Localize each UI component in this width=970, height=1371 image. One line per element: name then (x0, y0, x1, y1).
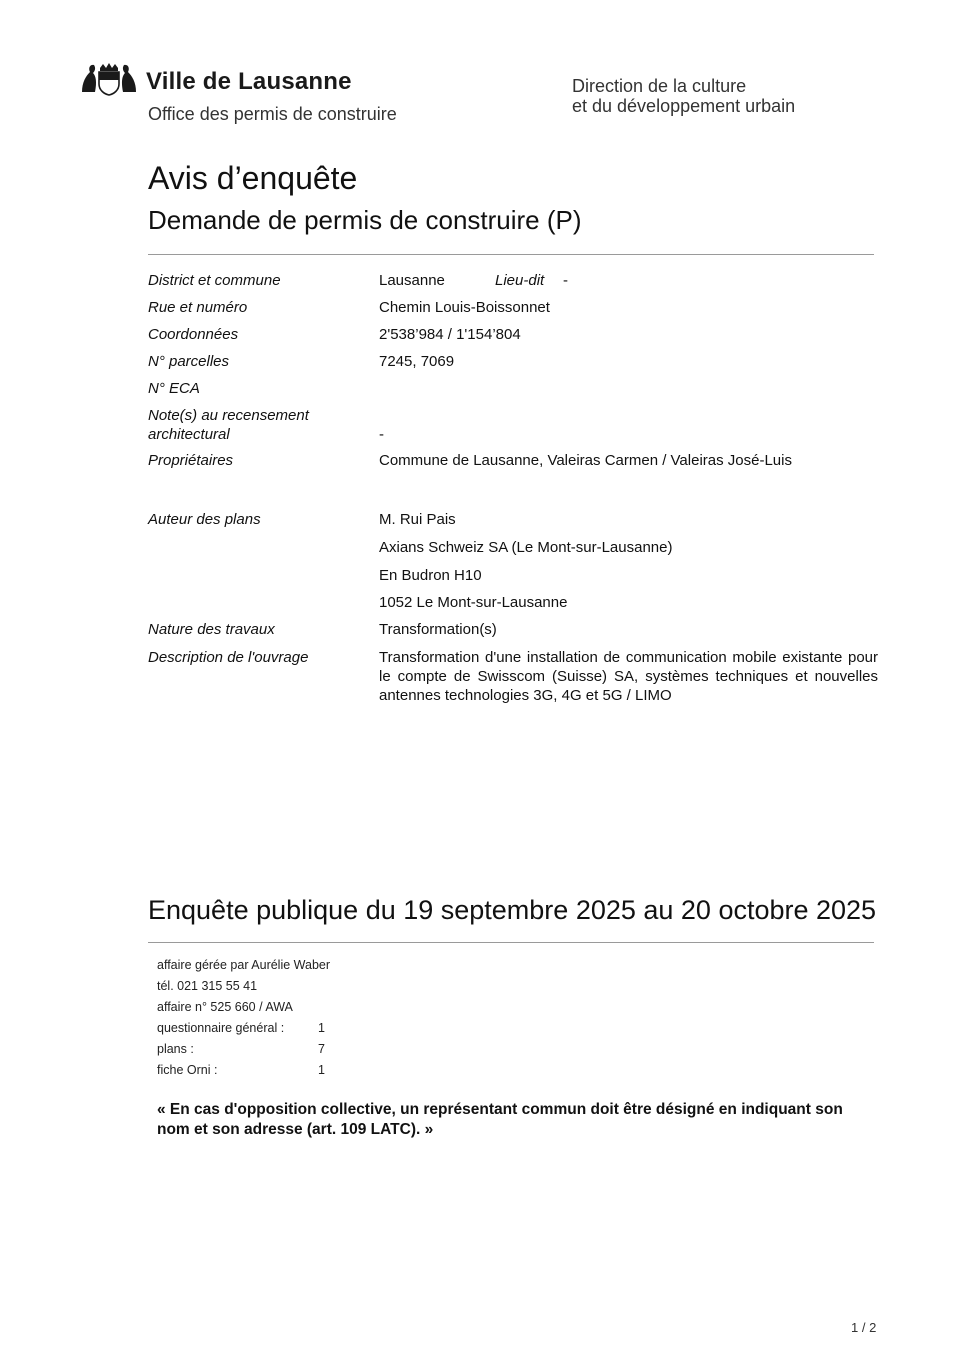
district-value: Lausanne (379, 272, 445, 289)
affaire-geree: affaire gérée par Aurélie Waber (157, 958, 331, 972)
direction-line-1: Direction de la culture (572, 76, 747, 96)
plans-count: 7 (318, 1042, 325, 1056)
coord-label: Coordonnées (148, 326, 239, 343)
direction-name (572, 76, 795, 116)
nature-value: Transformation(s) (379, 621, 497, 638)
recensement-label-line-1: Note(s) au recensement (148, 407, 309, 424)
opposition-notice: « En cas d'opposition collective, un représentant commun doit être désigné en indiquant son nom et son adresse (art. 109 LATC). » (157, 1101, 843, 1138)
coord-value: 2'538’984 / 1'154’804 (379, 326, 521, 343)
recensement-value: - (379, 426, 384, 443)
questionnaire-count: 1 (318, 1021, 325, 1035)
parcelles-label: N° parcelles (148, 353, 230, 370)
proprietaires-value: Commune de Lausanne, Valeiras Carmen / Valeiras José-Luis (379, 452, 792, 469)
divider (148, 254, 874, 255)
proprietaires-label: Propriétaires (148, 452, 234, 469)
divider (148, 942, 874, 943)
affaire-tel: tél. 021 315 55 41 (157, 979, 258, 993)
direction-line-2: et du développement urbain (572, 96, 796, 116)
page-title: Avis d’enquête (148, 160, 358, 196)
page-indicator: 1 / 2 (851, 1320, 877, 1335)
lausanne-crest-icon (80, 62, 138, 96)
auteur-line: Axians Schweiz SA (Le Mont-sur-Lausanne) (379, 539, 673, 556)
description-value: Transformation d'une installation de communication mobile existante pour le compte de Swisscom (Suisse) SA, systèmes techniques et nouvelles antennes technologies 3G, 4G et 5G / LIMO (379, 649, 878, 704)
auteur-label: Auteur des plans (148, 511, 261, 528)
nature-label: Nature des travaux (148, 621, 275, 638)
plans-label: plans : (157, 1042, 194, 1056)
affaire-numero: affaire n° 525 660 / AWA (157, 1000, 293, 1014)
eca-label: N° ECA (148, 380, 200, 397)
lieudit-label: Lieu-dit (495, 272, 545, 289)
office-name: Office des permis de construire (148, 104, 397, 124)
parcelles-value: 7245, 7069 (379, 353, 455, 370)
lieudit-value: - (563, 272, 568, 289)
enquete-period: Enquête publique du 19 septembre 2025 au 20 octobre 2025 (148, 895, 877, 925)
orni-count: 1 (318, 1063, 325, 1077)
page-subtitle: Demande de permis de construire (P) (148, 205, 582, 235)
district-label: District et commune (148, 272, 281, 289)
city-name: Ville de Lausanne (146, 68, 352, 95)
auteur-line: M. Rui Pais (379, 511, 456, 528)
orni-label: fiche Orni : (157, 1063, 218, 1077)
questionnaire-label: questionnaire général : (157, 1021, 285, 1035)
rue-label: Rue et numéro (148, 299, 248, 316)
rue-value: Chemin Louis-Boissonnet (379, 299, 550, 316)
auteur-line: 1052 Le Mont-sur-Lausanne (379, 594, 568, 611)
recensement-label-line-2: architectural (148, 426, 230, 443)
auteur-line: En Budron H10 (379, 567, 482, 584)
description-label: Description de l'ouvrage (148, 649, 309, 666)
